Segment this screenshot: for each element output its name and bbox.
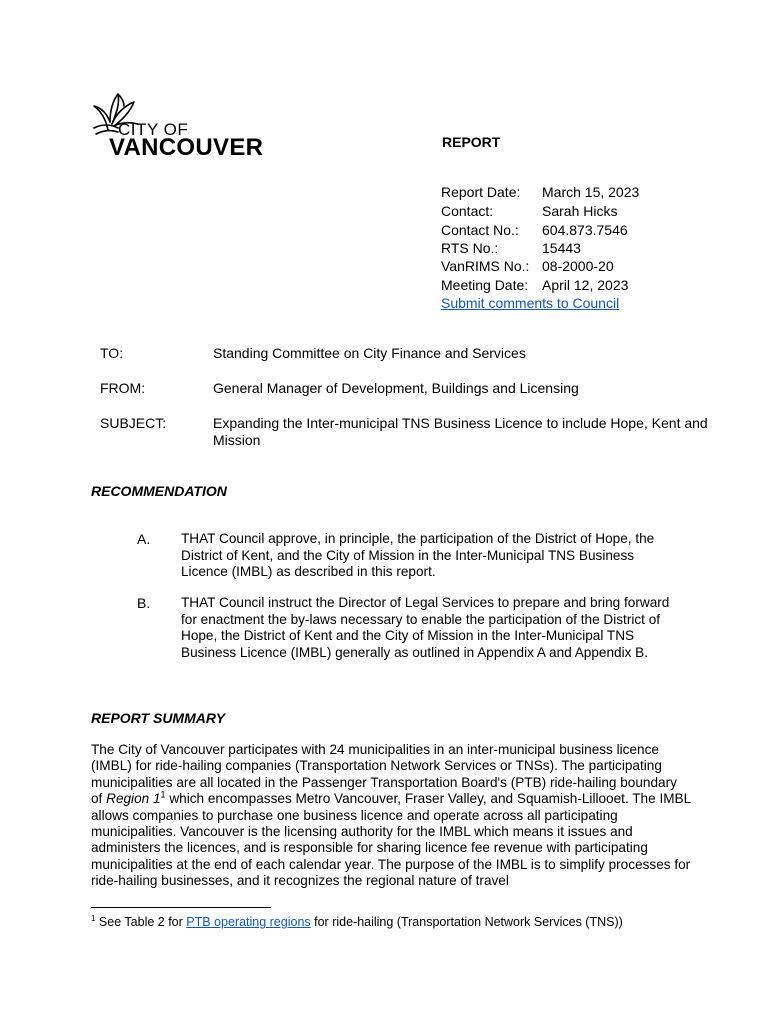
meta-label-contact-no: Contact No.: — [441, 222, 519, 238]
from-value: General Manager of Development, Buildings and Licensing — [213, 380, 579, 396]
meta-label-vanrims-no: VanRIMS No.: — [441, 258, 530, 274]
meta-value-meeting-date: April 12, 2023 — [542, 277, 629, 293]
meta-value-vanrims-no: 08-2000-20 — [542, 258, 614, 274]
footnote — [91, 914, 623, 929]
ptb-operating-regions-link[interactable]: PTB operating regions — [186, 915, 311, 930]
meta-value-rts-no: 15443 — [542, 240, 581, 256]
logo-text-vancouver: VANCOUVER — [109, 134, 264, 161]
summary-text-before: The City of Vancouver participates with 24 municipalities in an inter-municipal business licence (IMBL) for ride-hailing companies (Transportation Network Services or TNSs). The participating municipalities are all located in the Passenger Transportation Board's (PTB) ride-hailing boundary of — [91, 742, 677, 807]
recommendation-text-a: THAT Council approve, in principle, the participation of the District of Hope, the District of Kent, and the City of Mission in the Inter-Municipal TNS Business Licence (IMBL) as described in this report. — [181, 531, 655, 579]
summary-text-after: which encompasses Metro Vancouver, Fraser Valley, and Squamish-Lillooet. The IMBL allows companies to purchase one business licence and operate across all participating municipalities. Vancouver is the licensing authority for the IMBL which means it issues and administers the licences, and is responsible for sharing licence fee revenue with participating municipalities at the end of each calendar year. The purpose of the IMBL is to simplify processes for ride-hailing businesses, and it recognizes the regional nature of travel — [91, 791, 691, 889]
footnote-text-before: See Table 2 for — [95, 915, 187, 930]
to-label: TO: — [100, 345, 124, 361]
to-value: Standing Committee on City Finance and Services — [213, 345, 526, 361]
from-label: FROM: — [100, 380, 146, 396]
city-of-vancouver-logo — [88, 90, 278, 165]
footnote-number: 1 — [91, 914, 96, 923]
recommendation-heading: RECOMMENDATION — [91, 483, 227, 499]
meta-label-rts-no: RTS No.: — [441, 240, 499, 256]
subject-value: Expanding the Inter-municipal TNS Business Licence to include Hope, Kent and Mission — [213, 415, 708, 448]
meta-value-report-date: March 15, 2023 — [542, 184, 640, 200]
summary-region: Region 1 — [106, 791, 161, 807]
recommendation-letter-a: A. — [137, 531, 151, 547]
report-summary-heading: REPORT SUMMARY — [91, 710, 226, 726]
report-summary-paragraph — [91, 742, 691, 890]
logo-text-city-of: CITY OF — [118, 120, 189, 139]
footnote-text-after: for ride-hailing (Transportation Network Services (TNS)) — [310, 915, 623, 930]
meta-value-contact-no: 604.873.7546 — [542, 222, 628, 238]
subject-label: SUBJECT: — [100, 415, 167, 431]
recommendation-text-b: THAT Council instruct the Director of Legal Services to prepare and bring forward for enactment the by-laws necessary to enable the participation of the District of Hope, the District of Kent and the City of Mission in the Inter-Municipal TNS Business Licence (IMBL) generally as outlined in Appendix A and Appendix B. — [181, 595, 670, 660]
meta-label-report-date: Report Date: — [441, 184, 521, 200]
recommendation-letter-b: B. — [137, 595, 151, 611]
footnote-divider — [91, 907, 271, 908]
submit-comments-link[interactable]: Submit comments to Council — [441, 295, 620, 311]
meta-label-contact: Contact: — [441, 203, 494, 219]
summary-footnote-ref[interactable]: 1 — [160, 789, 166, 800]
meta-label-meeting-date: Meeting Date: — [441, 277, 529, 293]
report-heading: REPORT — [442, 134, 501, 150]
meta-value-contact: Sarah Hicks — [542, 203, 618, 219]
